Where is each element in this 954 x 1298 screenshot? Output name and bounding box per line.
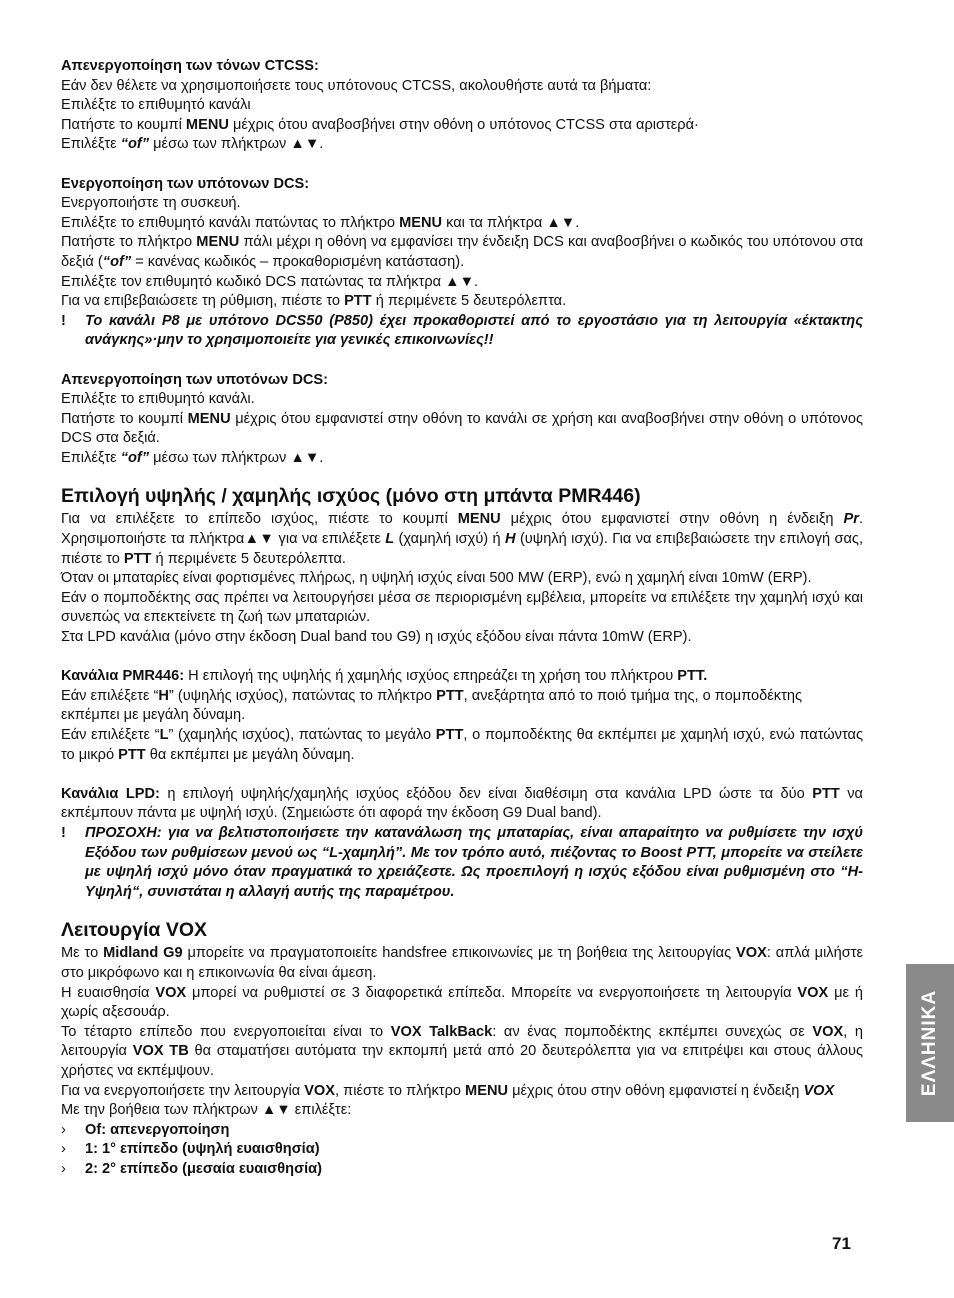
text-run: Εάν επιλέξετε “ bbox=[61, 687, 159, 704]
text-line: Επιλέξτε το επιθυμητό κανάλι. bbox=[61, 391, 255, 408]
text-run: = κανένας κωδικός – προκαθορισμένη κατάσταση). bbox=[131, 253, 465, 270]
section-title-dcs-on: Ενεργοποίηση των υπότονων DCS: bbox=[61, 175, 310, 192]
language-label: ΕΛΛΗΝΙΚΑ bbox=[919, 989, 940, 1097]
warning-emergency-channel bbox=[61, 312, 863, 351]
heading-vox: Λειτουργία VOX bbox=[61, 919, 208, 942]
text-run: , πιέστε το πλήκτρο bbox=[335, 1082, 466, 1099]
text-run: , η λειτουργία bbox=[61, 1023, 863, 1060]
language-side-tab bbox=[906, 964, 954, 1122]
text-run: ή περιμένετε 5 δευτερόλεπτα. bbox=[371, 293, 567, 310]
menu-keyword: MENU bbox=[187, 410, 231, 427]
text-line bbox=[61, 135, 863, 155]
ptt-keyword: PTT. bbox=[677, 668, 708, 685]
text-run: και τα πλήκτρα ▲▼. bbox=[442, 214, 580, 231]
of-keyword: “of” bbox=[102, 253, 132, 270]
text-run: : αν ένας πομποδέκτης εκπέμπει συνεχώς σε bbox=[492, 1023, 813, 1040]
menu-keyword: MENU bbox=[399, 214, 443, 231]
text-run: μέχρις ότου αναβοσβήνει στην οθόνη ο υπότονος CTCSS στα αριστερά· bbox=[228, 116, 699, 133]
text-line: Επιλέξτε τον επιθυμητό κωδικό DCS πατώντας τα πλήκτρα ▲▼. bbox=[61, 273, 479, 290]
text-run: ” (υψηλής ισχύος), πατώντας το πλήκτρο bbox=[168, 687, 437, 704]
text-run: μέχρις ότου εμφανιστεί στην οθόνη το κανάλι σε χρήση και αναβοσβήνει στην οθόνη ο υπότονος DCS στα δεξιά. bbox=[61, 410, 863, 447]
vox-keyword: VOX bbox=[304, 1082, 336, 1099]
text-line bbox=[61, 116, 863, 136]
text-paragraph bbox=[61, 510, 863, 569]
text-line: Στα LPD κανάλια (μόνο στην έκδοση Dual band του G9) η ισχύς εξόδου είναι πάντα 10mW (ERP). bbox=[61, 629, 692, 646]
vox-talkback-keyword: VOX TalkBack bbox=[390, 1023, 493, 1040]
h-keyword: H bbox=[505, 531, 516, 548]
text-line: Ενεργοποιήστε τη συσκευή. bbox=[61, 195, 241, 212]
text-run: , ανεξάρτητα από το ποιό τμήμα της, ο πομποδέκτης εκπέμπει με μεγάλη δύναμη. bbox=[61, 687, 803, 724]
text-run: να εκπέμπουν πάντα με υψηλή ισχύ. (Σημειώστε ότι αφορά την έκδοση G9 Dual band). bbox=[61, 785, 863, 822]
menu-keyword: MENU bbox=[457, 511, 501, 528]
text-run: Η ευαισθησία bbox=[61, 984, 156, 1001]
text-run: Εάν επιλέξετε “ bbox=[61, 727, 160, 743]
product-name: Midland G9 bbox=[103, 945, 183, 962]
text-run: Με το bbox=[61, 945, 104, 962]
text-paragraph bbox=[61, 785, 863, 824]
text-run: μέχρις ότου εμφανιστεί στην οθόνη η ένδειξη bbox=[500, 511, 844, 528]
text-run: (χαμηλή ισχύ) ή bbox=[394, 531, 506, 548]
text-paragraph: Όταν οι μπαταρίες είναι φορτισμένες πλήρως, η υψηλή ισχύς είναι 500 MW (ERP), ενώ η χαμηλή είναι 10mW (ERP). bbox=[61, 570, 812, 587]
warning-mark: ! bbox=[61, 312, 66, 329]
text-run: μπορεί να ρυθμιστεί σε 3 διαφορετικά επίπεδα. Μπορείτε να ενεργοποιήσετε τη λειτουργία bbox=[186, 984, 798, 1001]
list-item bbox=[61, 1140, 863, 1160]
text-paragraph bbox=[61, 687, 863, 726]
text-line: Επιλέξτε το επιθυμητό κανάλι bbox=[61, 97, 251, 114]
warning-battery bbox=[61, 824, 863, 902]
page-body bbox=[61, 57, 863, 1179]
text-line bbox=[61, 292, 863, 312]
of-keyword: “of” bbox=[120, 449, 150, 466]
text-paragraph bbox=[61, 1023, 863, 1082]
text-paragraph bbox=[61, 410, 863, 449]
ptt-keyword: PTT bbox=[436, 687, 464, 704]
option-label: 1: 1° επίπεδο (υψηλή ευαισθησία) bbox=[85, 1141, 320, 1158]
h-keyword: H bbox=[158, 687, 169, 704]
text-run: Η επιλογή της υψηλής ή χαμηλής ισχύος επηρεάζει τη χρήση του πλήκτρου bbox=[184, 668, 678, 685]
menu-keyword: MENU bbox=[196, 234, 240, 251]
text-run: Επιλέξτε bbox=[61, 136, 121, 153]
l-keyword: L bbox=[159, 727, 169, 743]
section-title-ctcss-off: Απενεργοποίηση των τόνων CTCSS: bbox=[61, 58, 319, 74]
section-title-dcs-off: Απενεργοποίηση των υποτόνων DCS: bbox=[61, 371, 329, 388]
l-keyword: L bbox=[385, 531, 395, 548]
text-line bbox=[61, 214, 863, 234]
warning-text: Το κανάλι P8 με υπότονο DCS50 (P850) έχει προκαθοριστεί από το εργοστάσιο για τη λειτουργία «έκτακτης ανάγκης»·μην το χρησιμοποιείτε για γενικές επικοινωνίες!! bbox=[85, 312, 863, 349]
heading-power-selection: Επιλογή υψηλής / χαμηλής ισχύος (μόνο στη μπάντα PMR446) bbox=[61, 485, 641, 508]
menu-keyword: MENU bbox=[185, 116, 229, 133]
text-paragraph bbox=[61, 233, 863, 272]
ptt-keyword: PTT bbox=[812, 785, 840, 802]
ptt-keyword: PTT bbox=[118, 746, 146, 763]
text-paragraph bbox=[61, 944, 863, 983]
text-run: , ο πομποδέκτης θα εκπέμπει με χαμηλή ισχύ, ενώ πατώντας το μικρό bbox=[61, 727, 863, 763]
text-run: πάλι μέχρι η οθόνη να εμφανίσει την ένδειξη DCS και αναβοσβήνει ο κωδικός του υπότονου στα δεξιά ( bbox=[61, 234, 864, 270]
pmr-label: Κανάλια PMR446: bbox=[61, 668, 185, 685]
list-item bbox=[61, 1121, 863, 1141]
vox-keyword: VOX bbox=[803, 1082, 835, 1099]
vox-keyword: VOX bbox=[736, 945, 767, 962]
text-run: μέσω των πλήκτρων ▲▼. bbox=[149, 449, 324, 466]
lpd-label: Κανάλια LPD: bbox=[61, 785, 160, 802]
vox-tb-keyword: VOX TB bbox=[132, 1043, 189, 1060]
text-run: : απλά μιλήστε στο μικρόφωνο και η επικοινωνία θα είναι άμεση. bbox=[61, 945, 864, 981]
text-run: θα σταματήσει αυτόματα την εκπομπή μετά από 20 δευτερόλεπτα για να επιτρέψει και στους άλλους χρήστες να εκπέμψουν. bbox=[61, 1043, 864, 1079]
text-run: Πατήστε το πλήκτρο bbox=[61, 234, 197, 251]
text-paragraph bbox=[61, 726, 863, 765]
text-run: Πατήστε το κουμπί bbox=[61, 410, 188, 427]
text-run: Επιλέξτε bbox=[61, 449, 121, 466]
list-item bbox=[61, 1160, 863, 1180]
bullet-icon: › bbox=[61, 1121, 66, 1138]
warning-mark: ! bbox=[61, 824, 66, 841]
text-run: μπορείτε να πραγματοποιείτε handsfree επικοινωνίες με τη βοήθεια της λειτουργίας bbox=[182, 945, 736, 962]
text-paragraph: Εάν ο πομποδέκτης σας πρέπει να λειτουργήσει μέσα σε περιορισμένη εμβέλεια, μπορείτε να επιλέξετε την χαμηλή ισχύ και συνεπώς να επεκτείνετε τη ζωή των μπαταριών. bbox=[61, 589, 863, 626]
option-label: Of: απενεργοποίηση bbox=[85, 1121, 230, 1138]
text-run: Επιλέξτε το επιθυμητό κανάλι πατώντας το πλήκτρο bbox=[61, 214, 400, 231]
text-run: μέσω των πλήκτρων ▲▼. bbox=[149, 136, 324, 153]
text-run: ” (χαμηλής ισχύος), πατώντας το μεγάλο bbox=[168, 727, 436, 743]
ptt-keyword: PTT bbox=[123, 550, 152, 567]
text-line bbox=[61, 449, 863, 469]
text-run: Για να ενεργοποιήσετε την λειτουργία bbox=[61, 1082, 305, 1099]
text-line: Εάν δεν θέλετε να χρησιμοποιήσετε τους υπότονους CTCSS, ακολουθήστε αυτά τα βήματα: bbox=[61, 77, 652, 94]
ptt-keyword: PTT bbox=[435, 727, 464, 743]
text-run: ή περιμένετε 5 δευτερόλεπτα. bbox=[151, 550, 346, 567]
text-run: Το τέταρτο επίπεδο που ενεργοποιείται είναι το bbox=[61, 1023, 391, 1040]
text-run: . Χρησιμοποιήστε τα πλήκτρα▲▼ για να επιλέξετε bbox=[61, 511, 864, 548]
vox-keyword: VOX bbox=[155, 984, 187, 1001]
text-line: Με την βοήθεια των πλήκτρων ▲▼ επιλέξτε: bbox=[61, 1102, 352, 1119]
text-run: η επιλογή υψηλής/χαμηλής ισχύος εξόδου δεν είναι διαθέσιμη στα κανάλια LPD ώστε τα δύο bbox=[159, 785, 813, 802]
ptt-keyword: PTT bbox=[344, 293, 372, 310]
text-run: με ή χωρίς αξεσουάρ. bbox=[61, 984, 863, 1021]
bullet-icon: › bbox=[61, 1141, 66, 1158]
menu-keyword: MENU bbox=[465, 1082, 509, 1099]
vox-keyword: VOX bbox=[797, 984, 829, 1001]
vox-keyword: VOX bbox=[812, 1023, 844, 1040]
bullet-icon: › bbox=[61, 1160, 66, 1177]
text-line bbox=[61, 667, 863, 687]
text-paragraph bbox=[61, 984, 863, 1023]
option-label: 2: 2° επίπεδο (μεσαία ευαισθησία) bbox=[85, 1160, 322, 1177]
of-keyword: “of” bbox=[120, 136, 150, 153]
text-run: Για να επιβεβαιώσετε τη ρύθμιση, πιέστε το bbox=[61, 293, 345, 310]
warning-text: ΠΡΟΣΟΧΗ: για να βελτιστοποιήσετε την κατανάλωση της μπαταρίας, είναι απαραίτητο να ρυθμίσετε την ισχύ Εξόδου των ρυθμίσεων μενού ως “L-χαμηλή”. Με τον τρόπο αυτό, πιέζοντας το Boost PTT, μπορείτε να στείλετε με υψηλή ισχύ μόνο όταν πραγματικά το χρειάζεστε. Ως προεπιλογή η ισχύς εξόδου είναι ρυθμισμένη στο “H-Υψηλή“, συνιστάται η αλλαγή αυτής της παραμέτρου. bbox=[85, 824, 863, 900]
text-paragraph bbox=[61, 1082, 863, 1102]
text-run: μέχρις ότου στην οθόνη εμφανιστεί η ένδειξη bbox=[508, 1082, 804, 1099]
page-number: 71 bbox=[832, 1234, 851, 1253]
text-run: (υψηλή ισχύ). Για να επιβεβαιώσετε την επιλογή σας, πιέστε το bbox=[61, 531, 864, 567]
text-run: θα εκπέμπει με μεγάλη δύναμη. bbox=[145, 746, 355, 763]
text-run: Πατήστε το κουμπί bbox=[61, 116, 186, 133]
pr-keyword: Pr bbox=[843, 511, 859, 528]
text-run: Για να επιλέξετε το επίπεδο ισχύος, πιέστε το κουμπί bbox=[61, 511, 458, 528]
